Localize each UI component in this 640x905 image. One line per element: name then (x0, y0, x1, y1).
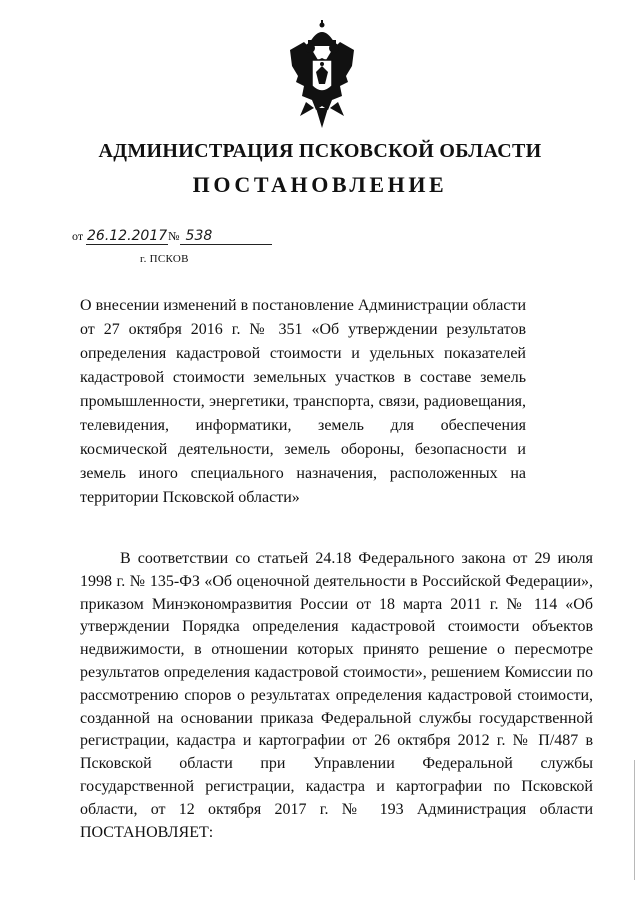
document-type: ПОСТАНОВЛЕНИЕ (192, 172, 448, 197)
scan-edge-mark (634, 760, 635, 880)
number-prefix: № (168, 229, 180, 243)
document-meta (72, 228, 272, 245)
date-prefix: от (72, 229, 84, 243)
date-field (86, 228, 168, 245)
document-subject: О внесении изменений в постановление Администрации области от 27 октября 2016 г. № 351 «Об утверждении результатов определения кадастровой стоимости и удельных показателей кадастровой стоимости земельных участков в составе земель промышленности, энергетики, транспорта, связи, радиовещания, телевидения, информатики, земель для обеспечения космической деятельности, земель обороны, безопасности и земель иного специального назначения, расположенных на территории Псковской области» (80, 297, 526, 506)
number-field (180, 228, 272, 245)
document-date: 26.12.2017 (87, 228, 168, 244)
body-paragraph: В соответствии со статьей 24.18 Федерального закона от 29 июля 1998 г. № 135-ФЗ «Об оценочной деятельности в Российской Федерации», приказом Минэкономразвития России от 18 марта 2011 г. № 114 «Об утверждении Порядка определения кадастровой стоимости объектов недвижимости, в отношении которых принято решение о пересмотре результатов определения кадастровой стоимости», решением Комиссии по рассмотрению споров о результатах определения кадастровой стоимости, созданной на основании приказа Федеральной службы государственной регистрации, кадастра и картографии от 26 октября 2012 г. № П/487 в Псковской области при Управлении Федеральной службы государственной регистрации, кадастра и картографии по Псковской области, от 12 октября 2017 г. № 193 Администрация области ПОСТАНОВЛЯЕТ: (80, 550, 593, 841)
document-number: 538 (185, 228, 213, 244)
pskov-coat-of-arms-icon (288, 20, 356, 130)
organization-title: АДМИНИСТРАЦИЯ ПСКОВСКОЙ ОБЛАСТИ (98, 140, 542, 162)
city-label: г. ПСКОВ (140, 253, 189, 265)
